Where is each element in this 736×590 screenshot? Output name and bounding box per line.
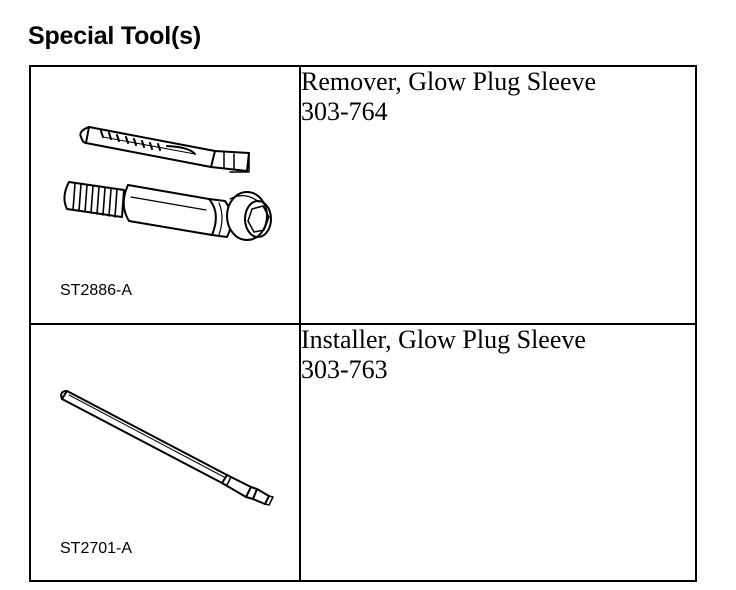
special-tools-table xyxy=(29,65,697,582)
page-title: Special Tool(s) xyxy=(28,22,201,50)
tool-image-code: ST2886-A xyxy=(60,282,133,299)
tool-number: 303-764 xyxy=(301,97,388,126)
tool-image-cell xyxy=(30,66,300,324)
tool-image-cell xyxy=(30,324,300,581)
tool-description: Remover, Glow Plug Sleeve xyxy=(301,67,597,96)
tool-number: 303-763 xyxy=(301,355,388,384)
tool-image-code: ST2701-A xyxy=(60,540,133,557)
tool-description: Installer, Glow Plug Sleeve xyxy=(301,325,586,354)
tool-description-cell xyxy=(300,324,696,581)
table-row xyxy=(30,66,696,324)
table-row xyxy=(30,324,696,581)
tool-description-cell xyxy=(300,66,696,324)
